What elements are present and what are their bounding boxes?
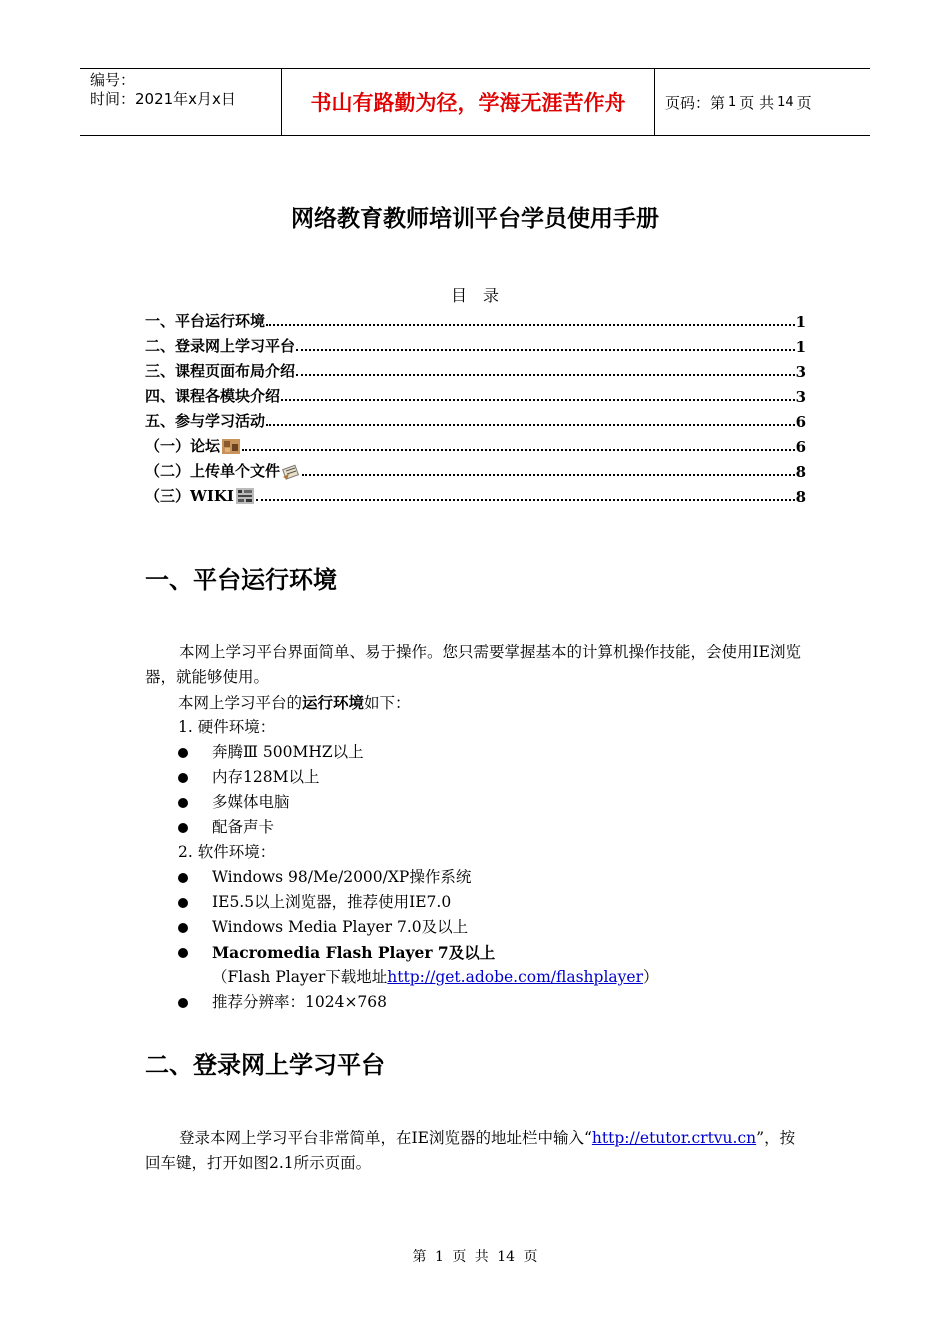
toc-item-label	[145, 460, 301, 481]
toc-leader-dots	[256, 499, 795, 501]
toc-item-label	[145, 410, 265, 431]
toc-item-label	[145, 335, 295, 356]
flash-note	[212, 965, 659, 990]
header-page-total: 14	[777, 94, 794, 110]
toc-item[interactable]	[145, 331, 806, 356]
toc-item-label	[145, 485, 255, 506]
list-item	[178, 790, 290, 815]
hardware-heading: 1. 硬件环境：	[178, 718, 276, 736]
list-item-text: Windows 98/Me/2000/XP操作系统	[212, 868, 472, 886]
toc-heading: 目录	[450, 286, 515, 305]
toc-item-page: 3	[795, 388, 806, 406]
toc-item-text: （一）论坛	[145, 437, 221, 455]
bullet	[178, 798, 188, 808]
list-item-flash	[178, 940, 495, 965]
flash-download-link[interactable]: http://get.adobe.com/flashplayer	[387, 968, 644, 986]
toc-item-page: 6	[795, 438, 806, 456]
header-motto: 书山有路勤为径，学海无涯苦作舟	[282, 69, 655, 135]
list-item	[178, 865, 471, 890]
toc-item-text: 五、参与学习活动	[145, 412, 266, 430]
list-item-text: Windows Media Player 7.0及以上	[212, 918, 469, 936]
toc-leader-dots	[266, 324, 795, 326]
toc-item[interactable]	[145, 456, 806, 481]
list-item-text: 配备声卡	[212, 818, 275, 836]
flash-item-text: Macromedia Flash Player 7及以上	[212, 943, 496, 962]
header-page-suffix: 页	[796, 93, 812, 112]
list-item	[178, 815, 274, 840]
section-1-intro: 本网上学习平台界面简单、易于操作。您只需要掌握基本的计算机操作技能，会使用IE浏览器，就能够使用。	[145, 643, 801, 686]
env-line	[178, 690, 411, 716]
bullet	[178, 898, 188, 908]
toc-item-page: 8	[795, 488, 806, 506]
toc-item-text: 二、登录网上学习平台	[145, 337, 296, 355]
flash-note-suffix: ）	[643, 968, 659, 986]
bullet	[178, 773, 188, 783]
section-2-text-suffix: ”，按回车键，打开如图2.1所示页面。	[145, 1129, 796, 1172]
etutor-link[interactable]: http://etutor.crtvu.cn	[591, 1129, 757, 1147]
footer-suffix: 页	[523, 1249, 538, 1265]
toc-item[interactable]	[145, 306, 806, 331]
header-page-prefix: 页码：第	[665, 93, 726, 112]
header-page-num: 1	[728, 94, 737, 110]
list-item-text: IE5.5以上浏览器，推荐使用IE7.0	[212, 893, 452, 911]
list-item-text: 内存128M以上	[212, 768, 320, 786]
resolution-text: 推荐分辨率：1024×768	[212, 993, 388, 1011]
toc-item-label	[145, 385, 280, 406]
section-2-text	[145, 1126, 807, 1176]
page-footer	[0, 1246, 950, 1266]
toc-item-page: 3	[795, 363, 806, 381]
forum-icon	[220, 436, 241, 456]
toc-item-text: 四、课程各模块介绍	[145, 387, 281, 405]
list-item-resolution	[178, 990, 387, 1015]
flash-note-prefix: （Flash Player下载地址	[212, 968, 388, 986]
document-title: 网络教育教师培训平台学员使用手册	[291, 206, 659, 232]
toc-item-page: 8	[795, 463, 806, 481]
toc-leader-dots	[296, 374, 795, 376]
list-item	[178, 890, 451, 915]
bullet	[178, 948, 188, 958]
toc-leader-dots	[296, 349, 795, 351]
list-item	[178, 740, 364, 765]
footer-prefix: 第	[412, 1249, 427, 1265]
list-item	[178, 915, 468, 940]
header-number-label: 编号：	[90, 71, 136, 89]
footer-mid: 页 共	[452, 1249, 489, 1265]
env-suffix: 如下：	[364, 694, 411, 712]
toc-leader-dots	[281, 399, 795, 401]
toc-leader-dots	[302, 474, 795, 476]
toc-item[interactable]	[145, 381, 806, 406]
wiki-icon	[234, 486, 255, 506]
toc-item-label	[145, 310, 265, 331]
list-item-text: 多媒体电脑	[212, 793, 290, 811]
table-of-contents	[145, 306, 806, 506]
bullet	[178, 748, 188, 758]
bullet	[178, 923, 188, 933]
header-meta	[80, 69, 282, 135]
section-2-text-prefix: 登录本网上学习平台非常简单，在IE浏览器的地址栏中输入“	[179, 1129, 592, 1147]
header-page-mid: 页 共	[739, 93, 775, 112]
toc-item-page: 1	[795, 338, 806, 356]
footer-total: 14	[497, 1249, 516, 1265]
toc-item-text: （三）WIKI	[145, 487, 234, 505]
toc-leader-dots	[242, 449, 795, 451]
toc-item-text: （二）上传单个文件	[145, 462, 281, 480]
software-heading: 2. 软件环境：	[178, 843, 276, 861]
section-1-heading: 一、平台运行环境	[145, 566, 337, 594]
toc-item-page: 1	[795, 313, 806, 331]
toc-leader-dots	[266, 424, 795, 426]
bullet	[178, 998, 188, 1008]
upload-file-icon	[280, 461, 301, 481]
toc-item-page: 6	[795, 413, 806, 431]
toc-item-label	[145, 360, 295, 381]
header-page-info	[655, 69, 870, 135]
toc-item[interactable]	[145, 356, 806, 381]
env-bold: 运行环境	[302, 693, 365, 712]
toc-item-label	[145, 435, 241, 456]
bullet	[178, 873, 188, 883]
toc-item[interactable]	[145, 431, 806, 456]
header-time-label: 时间：2021年x月x日	[90, 90, 236, 108]
page-header	[80, 68, 870, 136]
toc-item[interactable]	[145, 481, 806, 506]
toc-item[interactable]	[145, 406, 806, 431]
list-item	[178, 765, 319, 790]
toc-item-text: 三、课程页面布局介绍	[145, 362, 296, 380]
footer-page: 1	[434, 1249, 444, 1265]
toc-item-text: 一、平台运行环境	[145, 312, 266, 330]
bullet	[178, 823, 188, 833]
env-prefix: 本网上学习平台的	[178, 694, 303, 712]
section-2-heading: 二、登录网上学习平台	[145, 1051, 385, 1079]
list-item-text: 奔腾Ⅲ 500MHZ以上	[212, 743, 364, 761]
